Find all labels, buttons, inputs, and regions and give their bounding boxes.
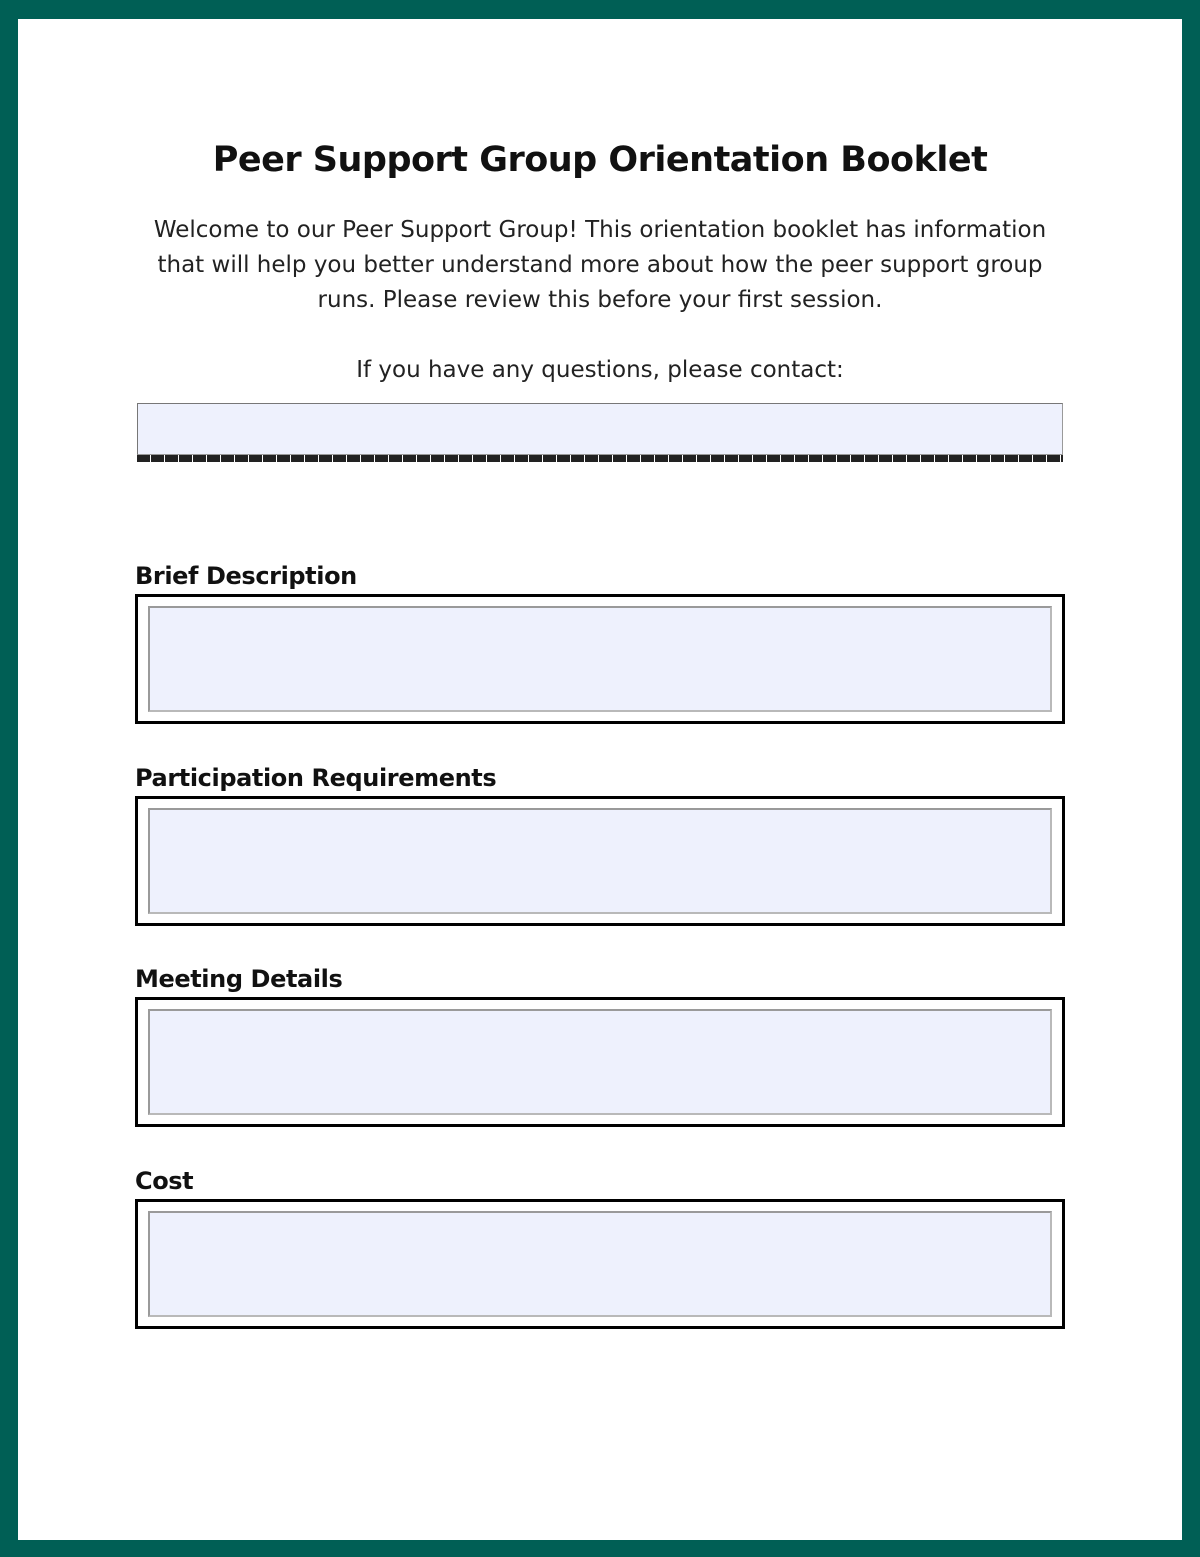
section-label-participation-requirements: Participation Requirements [135,764,497,792]
contact-underline [137,455,1063,462]
participation-requirements-field[interactable] [148,808,1052,914]
page-title: Peer Support Group Orientation Booklet [212,140,988,180]
section-label-brief-description: Brief Description [135,562,357,590]
meeting-details-box [135,997,1065,1127]
section-label-meeting-details: Meeting Details [135,965,343,993]
participation-requirements-box [135,796,1065,926]
brief-description-box [135,594,1065,724]
intro-paragraph: Welcome to our Peer Support Group! This orientation booklet has information that will help you better understand more about how the peer support group runs. Please review this before your first session. [153,217,1047,313]
cost-field[interactable] [148,1211,1052,1317]
contact-label: If you have any questions, please contact: [356,357,844,383]
brief-description-field[interactable] [148,606,1052,712]
cost-box [135,1199,1065,1329]
section-label-cost: Cost [135,1167,194,1195]
meeting-details-field[interactable] [148,1009,1052,1115]
contact-field[interactable] [137,403,1063,455]
